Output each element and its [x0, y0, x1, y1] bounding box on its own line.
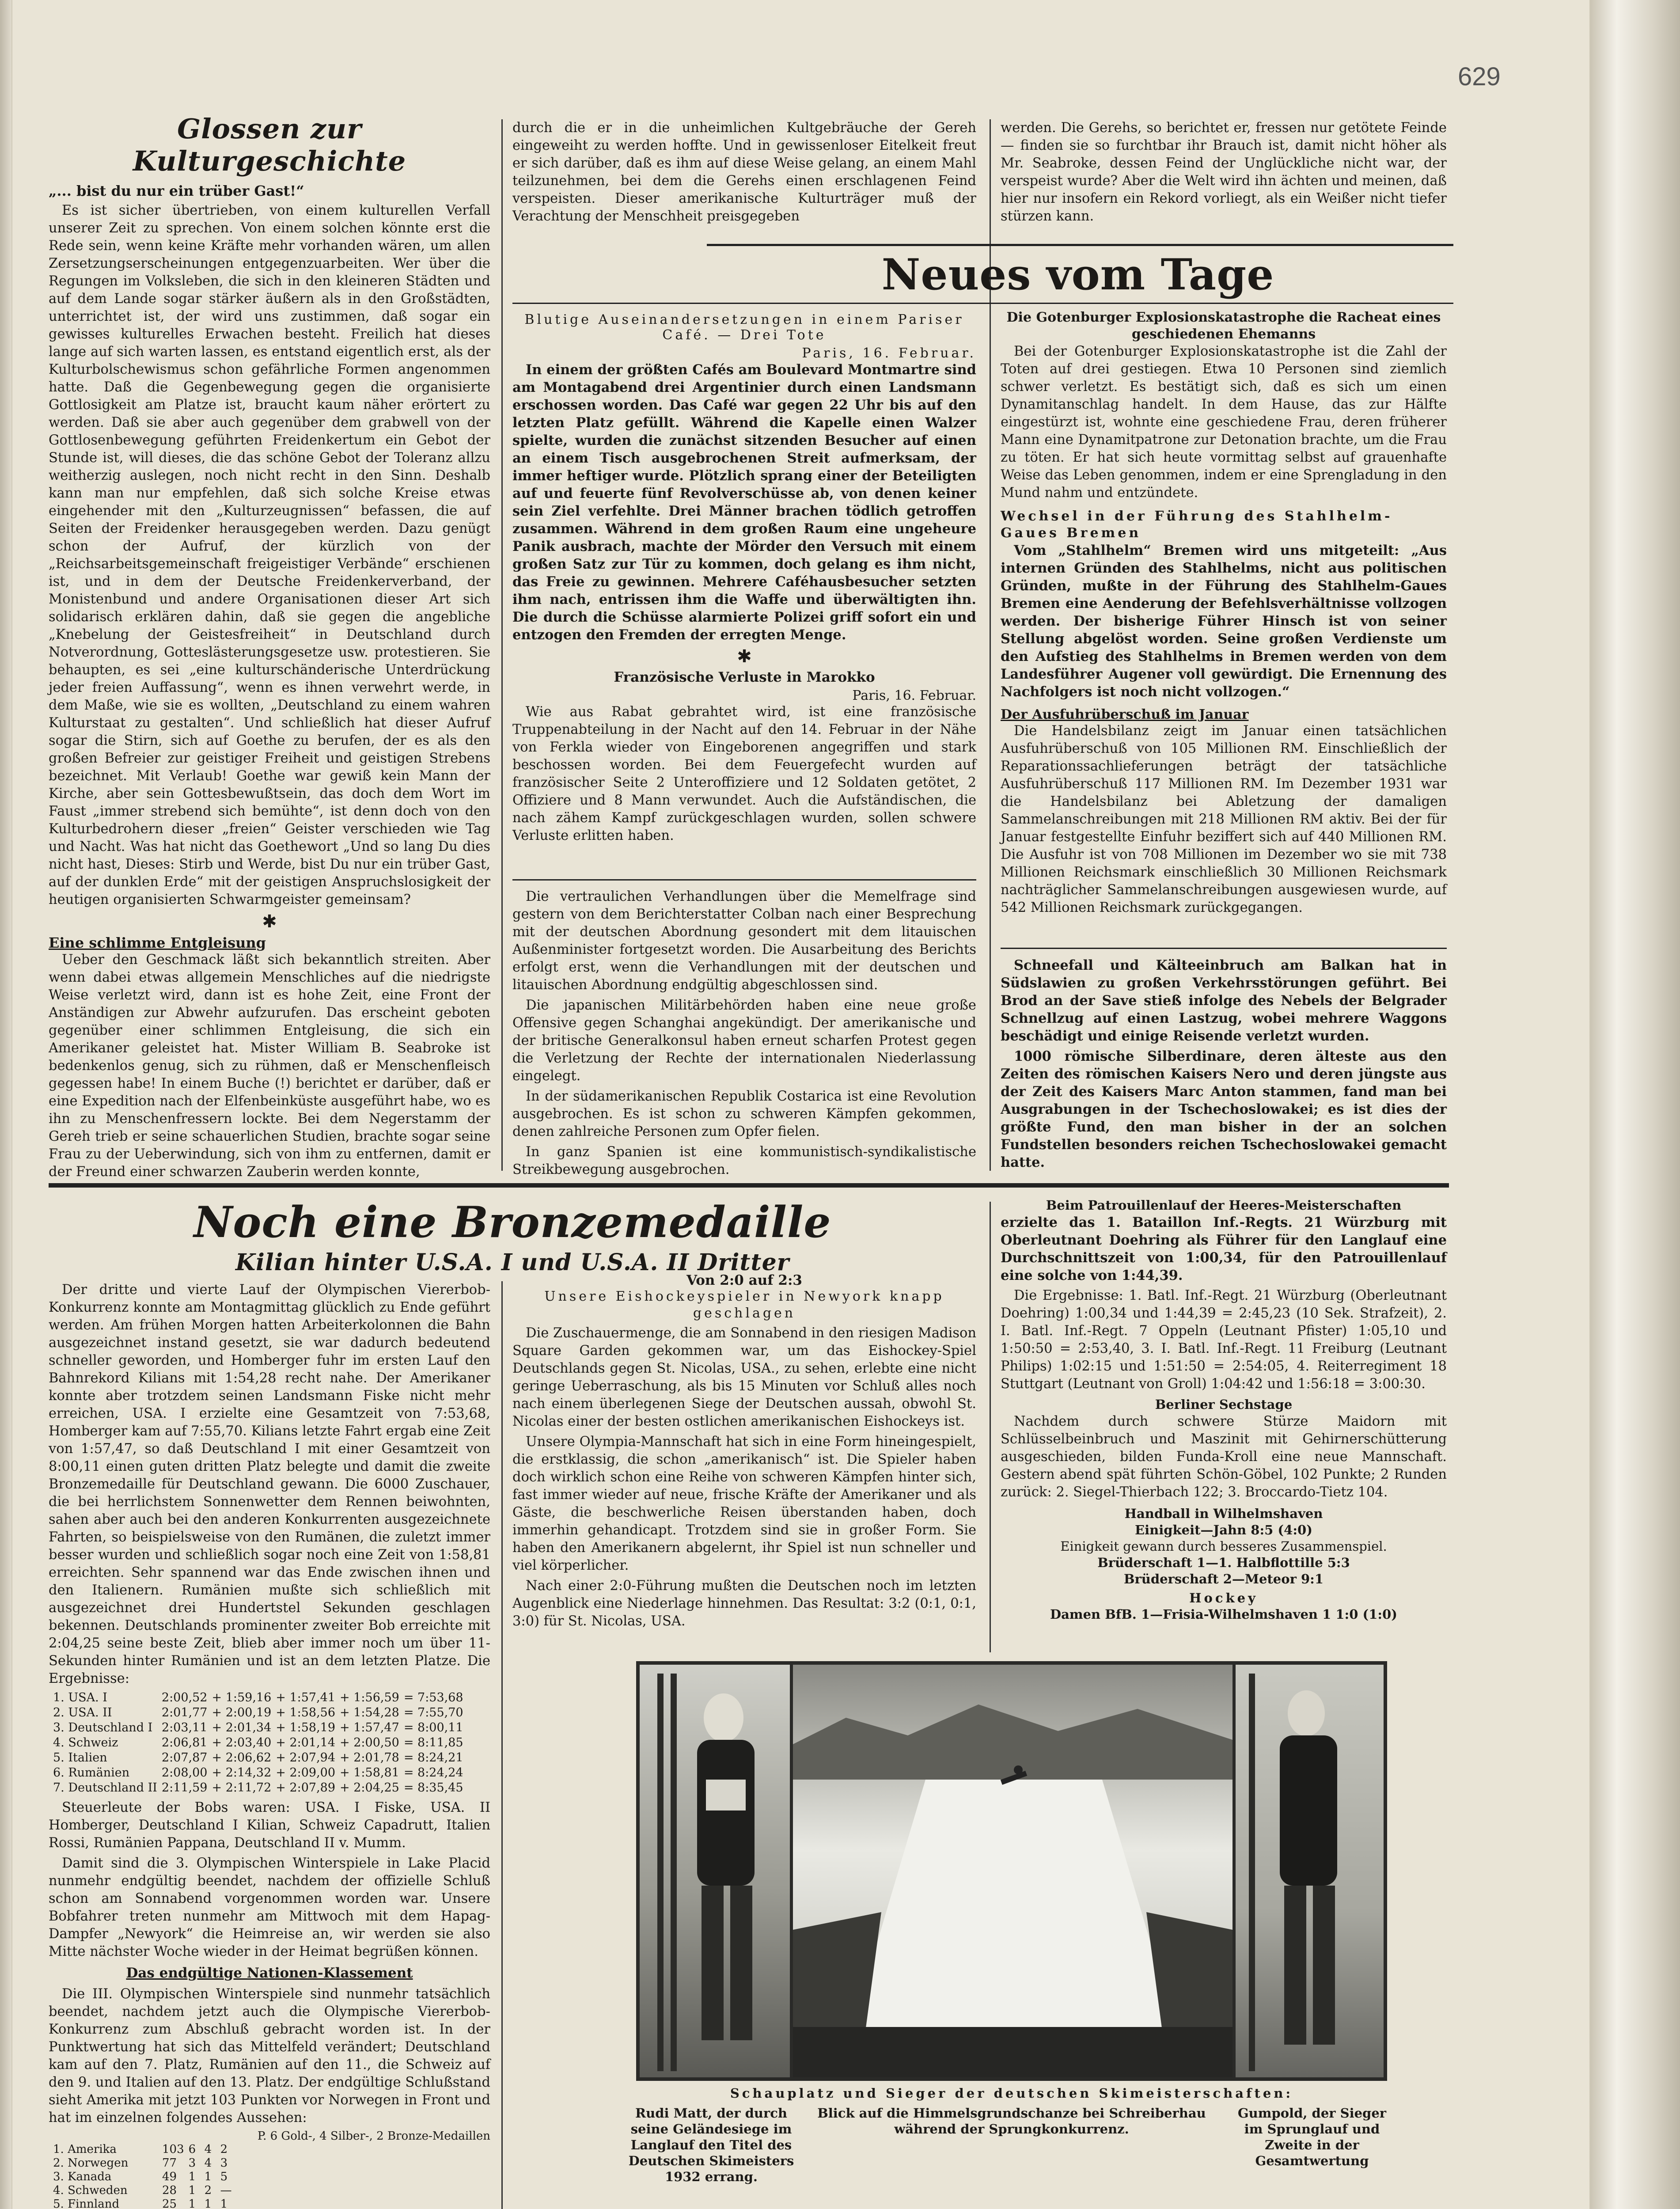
table-cell: + 1:59,16	[212, 1691, 272, 1704]
hockey-section-title: Hockey	[1189, 1590, 1258, 1606]
table-cell: + 2:07,94	[276, 1751, 336, 1765]
table-cell: 2	[220, 2143, 228, 2156]
nation-para: Die III. Olympischen Winterspiele sind nunmehr tatsächlich beendet, nachdem jetzt auch die Olympische Viererbob-Konkurrenz zum Abschluß gebracht worden ist. In der Punktwertung hat sich das Mittelfeld verändert; Deutschland kam auf den 7. Platz, Rumänien auf den 11., die Schweiz auf den 9. und Italien auf den 13. Platz. Der endgültige Schlußstand sieht Amerika mit jetzt 103 Punkten vor Norwegen in Front und hat im einzelnen folgendes Aussehen:	[49, 1986, 490, 2125]
nation-text	[49, 1985, 490, 2127]
hockey-para: Unsere Olympia-Mannschaft hat sich in eine Form hineingespielt, die erstklassig, die schon „amerikanisch“ ist. Die Spieler haben doch wirklich schon eine Reihe von schweren Kämpfen hinter sich, fast immer wieder auf neue, frische Kräfte der Amerikaner und als Gäste, die beschwerliche Reisen überstanden haben, doch immerhin gehandicapt. Trotzdem sind sie in großer Form. Sie haben den Amerikanern abgelernt, ihr Spiel ist nun schneller und viel körperlicher.	[512, 1434, 976, 1573]
table-cell: 25	[162, 2198, 177, 2209]
gotenburg-title: Die Gotenburger Explosionskatastrophe die Racheat eines geschiedenen Ehemanns	[1006, 310, 1441, 342]
balkan-news	[1001, 956, 1447, 1174]
table-cell: + 2:09,00	[276, 1766, 336, 1780]
bob-results-table	[53, 1690, 468, 1795]
page-number: 629	[1458, 62, 1501, 91]
table-cell: + 2:14,32	[212, 1766, 272, 1780]
ski-jump-scene	[793, 1665, 1233, 2077]
sport-headline-block	[49, 1197, 976, 1276]
bob-result-row	[53, 1705, 468, 1720]
marokko-story-text	[512, 703, 976, 845]
table-cell: 1	[204, 2198, 212, 2209]
patrol-title: Beim Patrouillenlauf der Heeres-Meisterschaften	[1046, 1198, 1402, 1213]
binding-edge-left	[0, 0, 12, 2209]
table-cell: + 2:00,50	[340, 1736, 399, 1750]
table-cell: 4. Schweden	[53, 2184, 128, 2197]
table-cell: 1	[204, 2170, 212, 2183]
photo-caption-main: Schauplatz und Sieger der deutschen Skimeisterschaften:	[730, 2086, 1293, 2101]
section-star: ✱	[737, 646, 752, 667]
table-cell: 103	[162, 2143, 184, 2156]
table-cell: 28	[162, 2184, 177, 2197]
table-cell: 2:00,52	[161, 1691, 208, 1704]
bob-article	[49, 1281, 490, 2209]
ausfuhr-text	[1001, 722, 1447, 917]
cafe-story-title: Blutige Auseinandersetzungen in einem Pariser Café. — Drei Tote	[524, 312, 964, 343]
headline-rule	[512, 303, 1453, 304]
patrol-text: erzielte das 1. Bataillon Inf.-Regts. 21 Würzburg mit Oberleutnant Doehring als Führer für den Langlauf eine Durchschnittszeit von 1:00,34, für den Patrouillenlauf eine solche von 1:44,39.	[1001, 1215, 1447, 1283]
marokko-story-title: Französische Verluste in Marokko	[614, 669, 875, 685]
table-cell: 2:08,00	[161, 1766, 208, 1780]
silberdinare-para: 1000 römische Silberdinare, deren älteste aus den Zeiten des römischen Kaisers Nero und deren jüngste aus der Zeit des Kaisers Marc Anton stammen, fand man bei Ausgrabungen in der Tschechoslowakei; es ist dies der größte Fund, den man bisher in der an solchen Fundstellen besonders reichen Tschechoslowakei gemacht hatte.	[1001, 1048, 1447, 1170]
skier-figure-right	[1236, 1665, 1384, 2077]
table-cell: 4	[204, 2143, 212, 2156]
table-cell: + 1:57,47	[340, 1721, 399, 1735]
section-star: ✱	[262, 911, 277, 932]
six-days-title: Berliner Sechstage	[1155, 1397, 1293, 1412]
table-cell: 2. USA. II	[53, 1706, 112, 1719]
stahlhelm-title: Wechsel in der Führung des Stahlhelm-Gaues Bremen	[1001, 509, 1393, 541]
column-divider	[501, 1281, 503, 2209]
glossen-article	[49, 202, 490, 909]
balkan-para: Schneefall und Kälteeinbruch am Balkan hat in Südslawien zu großen Verkehrsstörungen geführt. Bei Brod an der Save stieß infolge des Nebels der Belgrader Schnellzug auf einen Lastzug, wobei mehrere Waggons beschädigt und einige Reisende verletzt wurden.	[1001, 957, 1447, 1044]
photo-left-skier	[640, 1665, 790, 2077]
table-cell: + 2:01,34	[212, 1721, 272, 1735]
ski-championship-photo	[636, 1661, 1387, 2081]
headline-rule	[707, 244, 1453, 246]
column-3-continuation: werden. Die Gerehs, so berichtet er, fressen nur getötete Feinde — finden sie so furchtbar ihr Brauch ist, damit nicht höher als Mr. Seabroke, dessen Feind der Unglückliche nicht war, der verspeist wurde? Aber die Welt wird ihn ächten und meinen, daß hier nur insofern ein Rekord vorliegt, als ein Weißer nicht tiefer stürzen kann.	[1001, 120, 1447, 224]
skier-figure-left	[640, 1665, 790, 2077]
section-divider	[49, 1183, 1449, 1188]
entgleisung-para: Ueber den Geschmack läßt sich bekanntlich streiten. Aber wenn dabei etwas allgemein Menschliches auf die niedrigste Weise verletzt wird, dann ist es hohe Zeit, eine Front der Anständigen zur Abwehr aufzurufen. Das erscheint geboten gegenüber einer schlimmen Entgleisung, die sich ein Amerikaner geleistet hat. Mister William B. Seabroke ist bedenkenlos genug, sich zu rühmen, daß er Menschenfleisch gegessen habe! In einem Buche (!) berichtet er darüber, daß er eine Expedition nach der Elfenbeinküste ausgeführt habe, wo es ihn zu Menschenfressern lockte. Bei dem Negerstamm der Gereh trieb er seine schauerlichen Studien, brachte sogar seine Frau zu der Ueberwindung, sich von ihm zu entfernen, damit er der Freund einer schwarzen Zauberin werden konnte,	[49, 952, 490, 1180]
hockey-para: Die Zuschauermenge, die am Sonnabend in den riesigen Madison Square Garden gekommen war, um das Eishockey-Spiel Deutschlands gegen St. Nicolas, USA., zu sehen, erlebte eine nicht geringe Ueberraschung, als bis 15 Minuten vor Schluß alles noch nach einem überlegenen Siege der Deutschen aussah, obwohl St. Nicolas einer der besten ostlichen amerikanischen Eishockeys ist.	[512, 1325, 976, 1429]
table-cell: 5	[220, 2170, 228, 2183]
bob-result-row	[53, 1720, 468, 1735]
hockey-para: Nach einer 2:0-Führung mußten die Deutschen noch im letzten Augenblick eine Niederlage hinnehmen. Das Resultat: 3:2 (0:1, 0:1, 3:0) für St. Nicolas, USA.	[512, 1578, 976, 1629]
nation-row	[53, 2184, 236, 2198]
table-cell: 3. Deutschland I	[53, 1721, 153, 1735]
table-cell: 1. Amerika	[53, 2143, 117, 2156]
handball-title: Handball in Wilhelmshaven	[1124, 1506, 1323, 1521]
news-rule	[1001, 948, 1447, 949]
cafe-story-dateline: Paris, 16. Februar.	[802, 345, 976, 361]
patrol-results	[1001, 1287, 1447, 1393]
table-cell: 2. Norwegen	[53, 2156, 129, 2170]
bob-result-row	[53, 1780, 468, 1795]
memel-news: Die vertraulichen Verhandlungen über die Memelfrage sind gestern von dem Berichterstatter Colban nach einer Besprechung mit der deutschen Abordnung gesondert mit dem litauischen Außenminister fortgesetzt worden. Die Ausarbeitung des Berichts erfolgt erst, wenn die Verhandlungen mit der deutschen und litauischen Abordnung endgültig abgeschlossen sind.	[512, 889, 976, 993]
steuerleute-para: Steuerleute der Bobs waren: USA. I Fiske, USA. II Homberger, Deutschland I Kilian, Schweiz Capadrutt, Italien Rossi, Rumänien Pappana, Deutschland II v. Mumm.	[49, 1800, 490, 1851]
table-cell: 2:11,59	[161, 1781, 208, 1795]
table-cell: = 8:00,11	[403, 1721, 463, 1735]
table-cell: = 8:24,21	[403, 1751, 463, 1765]
japan-news: Die japanischen Militärbehörden haben eine neue große Offensive gegen Schanghai angekündigt. Der amerikanische und der britische Generalkonsul haben erneut scharfen Protest gegen die Verletzung der Rechte der internationalen Niederlassung eingelegt.	[512, 998, 976, 1084]
bob-result-row	[53, 1750, 468, 1765]
hockey-dateline: Von 2:0 auf 2:3	[686, 1272, 802, 1288]
table-cell: + 1:56,59	[340, 1691, 399, 1704]
bronze-headline: Noch eine Bronzemedaille	[193, 1197, 831, 1247]
table-cell: + 2:07,89	[276, 1781, 336, 1795]
table-cell: 6	[188, 2143, 196, 2156]
table-cell: + 2:01,78	[340, 1751, 399, 1765]
news-rule	[512, 879, 976, 881]
table-cell: 7. Deutschland II	[53, 1781, 157, 1795]
six-days-text	[1001, 1413, 1447, 1501]
entgleisung-subhead: Eine schlimme Entgleisung	[49, 934, 266, 951]
table-cell: 6. Rumänien	[53, 1766, 130, 1780]
photo-caption-center: Blick auf die Himmelsgrundschanze bei Schreiberhau während der Sprungkonkurrenz.	[817, 2106, 1206, 2137]
column-divider	[990, 1202, 991, 1652]
table-cell: 49	[162, 2170, 177, 2183]
table-cell: + 1:58,81	[340, 1766, 399, 1780]
table-cell: = 7:53,68	[403, 1691, 463, 1704]
table-cell: 3. Kanada	[53, 2170, 112, 2183]
table-cell: + 2:04,25	[340, 1781, 399, 1795]
bob-result-row	[53, 1735, 468, 1750]
bronze-subhead: Kilian hinter U.S.A. I und U.S.A. II Dritter	[235, 1249, 790, 1276]
stahlhelm-text	[1001, 542, 1447, 701]
table-cell: 5. Finnland	[53, 2198, 120, 2209]
gotenburg-para: Bei der Gotenburger Explosionskatastrophe ist die Zahl der Toten auf drei gestiegen. Etwa 10 Personen sind ziemlich schwer verletzt. Es bestätigt sich, daß es sich um einen Dynamitanschlag handelt. In dem Hause, das zur Hälfte eingestürzt ist, wohnte eine geschiedene Frau, deren früherer Mann eine Dynamitpatrone zur Detonation brachte, um die Frau zu töten. Er hat sich heute vormittag selbst auf grauenhafte Weise das Leben genommen, indem er eine Sprengladung in den Mund nahm und entzündete.	[1001, 344, 1447, 501]
news-column	[512, 309, 976, 847]
handball-line: Brüderschaft 1—1. Halbflottille 5:3	[1097, 1555, 1350, 1570]
nation-row	[53, 2156, 236, 2170]
hockey-article	[512, 1272, 976, 1633]
glossen-para: Es ist sicher übertrieben, von einem kulturellen Verfall unserer Zeit zu sprechen. Von einem solchen könnte erst die Rede sein, wenn keine Kräfte mehr vorhanden wären, um allen Zersetzungserscheinungen entgegenzuarbeiten. Wer über die Regungen im Volksleben, die sich in den kleineren Städten und auf dem Lande sogar stärker äußern als in den Großstädten, unterrichtet ist, der wird uns zustimmen, daß sogar ein gewisses kulturelles Erwachen besteht. Freilich hat dieses lange auf sich warten lassen, es entstand eigentlich erst, als der Kulturbolschewismus schon gefährliche Formen angenommen hatte. Daß die Gegenbewegung gegen die organisierte Gottlosigkeit am Platze ist, braucht kaum näher erörtert zu werden. Daß sie aber auch gegenüber dem grabwell von der Gottlosenbewegung geführten Freidenkertum ein Gebot der Stunde ist, will dieses, die das schöne Gebot der Toleranz allzu weitherzig auslegen, noch nicht recht in den Sinn. Deshalb kann man nur empfehlen, daß sich solche Kreise etwas eingehender mit den „Kulturzeugnissen“ befassen, die auf Seiten der Freidenker herausgegeben werden. Dazu genügt schon der Aufruf, der kürzlich von der „Reichsarbeitsgemeinschaft freigeistiger Verbände“ erschienen ist, und in dem der Deutsche Freidenkerverband, der Monistenbund und andere Organisationen dieser Art sich solidarisch erklären dahin, daß sie gegen die angebliche „Knebelung der Geistesfreiheit“ in Deutschland durch Notverordnung, Gotteslästerungsgesetze usw. protestieren. Sie behaupten, es sei „eine kulturschänderische Unterdrückung jeder freien Auffassung“, wenn es ihnen verwehrt werde, in dem Maße, wie sie es wollten, „Deutschland zu einem wahren Kulturstaat zu gestalten“. Und schließlich hat dieser Aufruf sogar die Stirn, sich auf Goethe zu berufen, der es als den großen Befreier zur geistiger Freiheit und geistigen Strebens bezeichnet. Mit Verlaub! Goethe war gewiß kein Mann der Kirche, aber sein Gottesbewußtsein, das doch dem Wort im Faust „immer strebend sich bemühte“, ist denn doch von den Kulturbedrohern dieser „freien“ Geister verschieden wie Tag und Nacht. Was hat nicht das Goethewort „Und so lang Du dies nicht hast, Dieses: Stirb und Werde, bist Du nur ein trüber Gast, auf der dunklen Erde“ mit der geistigen Anspruchslosigkeit der heutigen organisierten Schwarmgeister gemeinsam?	[49, 203, 490, 907]
table-cell: = 8:11,85	[403, 1736, 463, 1750]
table-cell: 77	[162, 2156, 177, 2170]
bob-text	[49, 1281, 490, 1688]
column-2-continuation: durch die er in die unheimlichen Kultgebräuche der Gereh eingeweiht zu werden hoffte. Und in gewissenloser Eitelkeit freut er sich darüber, daß es ihm auf diese Weise gelang, an einem Mahl teilzunehmen, bei dem die Gerehs einen erschlagenen Feind verspeisten. Dieser amerikanische Kulturträger muß der Verachtung der Menschheit preisgegeben	[512, 120, 976, 224]
table-cell: 2:07,87	[161, 1751, 208, 1765]
marokko-story-para: Wie aus Rabat gebrahtet wird, ist eine französische Truppenabteilung in der Nacht auf den 14. Februar in der Nähe von Ferkla wieder von Eingeborenen angegriffen und stark beschossen worden. Bei dem Feuergefecht wurden auf französischer Seite 2 Unteroffiziere und 12 Soldaten getötet, 2 Offiziere und 8 Mann verwundet. Auch die Aufständischen, die nach zähem Kampf zurückgeschlagen wurden, sollen schwere Verluste erlitten haben.	[512, 704, 976, 843]
photo-center-ski-jump	[793, 1665, 1233, 2077]
table-cell: 1	[188, 2170, 196, 2183]
bob-result-row	[53, 1765, 468, 1780]
table-cell: = 7:55,70	[403, 1706, 463, 1719]
ausfuhr-para: Die Handelsbilanz zeigt im Januar einen tatsächlichen Ausfuhrüberschuß von 105 Millionen RM. Einschließlich der Reparationssachlieferungen beträgt der tatsächliche Ausfuhrüberschuß 117 Millionen RM. Im Dezember 1931 war die Handelsbilanz bei Abletzung der damaligen Sammelanschreibungen mit 218 Millionen RM aktiv. Bei der für Januar festgestellte Einfuhr beziffert sich auf 440 Millionen RM. Die Ausfuhr ist von 708 Millionen im Dezember wo sie mit 738 Millionen Reichsmark einschließlich 30 Millionen Reichsmark nachträglicher Sammelanschreibungen ausgewiesen wurde, auf 542 Millionen Reichsmark zurückgegangen.	[1001, 723, 1447, 915]
table-cell: 1	[220, 2198, 228, 2209]
cafe-story-text	[512, 361, 976, 644]
marokko-story-dateline: Paris, 16. Februar.	[852, 688, 976, 703]
table-cell: 5. Italien	[53, 1751, 107, 1765]
sport-right-column	[1001, 1197, 1447, 1623]
table-cell: 1	[188, 2184, 196, 2197]
table-cell: + 2:01,14	[276, 1736, 336, 1750]
table-cell: 2:06,81	[161, 1736, 208, 1750]
ausfuhr-title: Der Ausfuhrüberschuß im Januar	[1001, 707, 1249, 722]
hockey-title: Unsere Eishockeyspieler in Newyork knapp geschlagen	[544, 1289, 944, 1321]
lake-placid-para: Damit sind die 3. Olympischen Winterspiele in Lake Placid nunmehr endgültig beendet, nachdem der offizielle Schluß schon am Sonnabend vorgenommen worden war. Unsere Bobfahrer treten nunmehr am Mittwoch mit dem Hapag-Dampfer „Newyork“ die Heimreise an, wir werden sie also Mitte nächster Woche wieder in der Heimat begrüßen können.	[49, 1856, 490, 1959]
glossen-headline: Glossen zur Kulturgeschichte	[133, 113, 406, 177]
table-cell: 1. USA. I	[53, 1691, 107, 1704]
table-cell: + 1:58,19	[276, 1721, 336, 1735]
nation-row	[53, 2170, 236, 2184]
bob-para: Der dritte und vierte Lauf der Olympischen Viererbob-Konkurrenz konnte am Montagmittag glücklich zu Ende geführt werden. Am frühen Morgen hatten Arbeiterkolonnen die Bahn ausgezeichnet instand gesetzt, sie war dadurch bedeutend schneller geworden, und Homberger fuhr im ersten Lauf den Bahnrekord Kilians mit 1:54,28 recht nahe. Der Amerikaner konnte aber trotzdem seinen Landsmann Fiske nicht mehr erreichen, USA. I erzielte eine Gesamtzeit von 7:53,68, Homberger kam auf 7:55,70. Kilians letzte Fahrt ergab eine Zeit von 1:57,47, so daß Deutschland I mit einer Gesamtzeit von 8:00,11 einen guten dritten Platz belegte und damit die zweite Bronzemedaille für Deutschland gewann. Die 6000 Zuschauer, die bei herrlichstem Sonnenwetter dem Rennen beiwohnten, sahen aber auch bei den anderen Konkurrenten ausgezeichnete Fahrten, so beispielsweise von den Rumänen, die zuletzt immer besser wurden und schließlich sogar noch eine Zeit von 1:58,81 erreichten. Sehr spannend war das Ende zwischen ihnen und den Italienern. Rumänien mußte sich schließlich mit ausgezeichnet drei Hundertstel Sekunden geschlagen bekennen. Deutschlands prominenter zweiter Bob erreichte mit 2:04,25 seine beste Zeit, blieb aber immer noch um über 11-Sekunden hinter Rumänien und ist an dem letzten Platze. Die Ergebnisse:	[49, 1282, 490, 1686]
column-1	[49, 113, 490, 1184]
table-cell: + 1:57,41	[276, 1691, 336, 1704]
short-news	[512, 888, 976, 1181]
table-cell: + 2:03,40	[212, 1736, 272, 1750]
spanien-news: In ganz Spanien ist eine kommunistisch-syndikalistische Streikbewegung ausgebrochen.	[512, 1144, 976, 1177]
table-cell: 2:03,11	[161, 1721, 208, 1735]
table-cell: 2	[204, 2184, 212, 2197]
column-divider	[501, 119, 503, 1171]
photo-right-skier	[1236, 1665, 1384, 2077]
handball-line: Einigkeit—Jahn 8:5 (4:0)	[1135, 1522, 1312, 1537]
table-cell: + 2:11,72	[212, 1781, 272, 1795]
nation-table-header: P. 6 Gold-, 4 Silber-, 2 Bronze-Medaillen	[257, 2129, 490, 2143]
table-cell: + 1:58,56	[276, 1706, 336, 1719]
table-cell: —	[220, 2184, 232, 2197]
nation-row	[53, 2198, 236, 2209]
table-cell: 3	[220, 2156, 228, 2170]
table-cell: + 2:06,62	[212, 1751, 272, 1765]
six-days-para: Nachdem durch schwere Stürze Maidorn mit Schlüsselbeinbruch und Maszinit mit Gehirnerschütterung ausgeschieden, bilden Funda-Kroll eine neue Mannschaft. Gestern abend spät führten Schön-Göbel, 102 Punkte; 2 Runden zurück: 2. Siegel-Thierbach 122; 3. Broccardo-Tietz 104.	[1001, 1414, 1447, 1500]
photo-caption-right: Gumpold, der Sieger im Sprunglauf und Zweite in der Gesamtwertung	[1237, 2106, 1387, 2168]
bob-text-2	[49, 1799, 490, 1961]
nation-table	[53, 2143, 236, 2209]
patrol-results-para: Die Ergebnisse: 1. Batl. Inf.-Regt. 21 Würzburg (Oberleutnant Doehring) 1:00,34 und 1:44,39 = 2:45,23 (10 Sek. Strafzeit), 2. I. Batl. Inf.-Regt. 7 Oppeln (Leutnant Pfister) 1:05,10 und 1:50:50 = 2:53,40, 3. I. Batl. Inf.-Regt. 11 Freiburg (Leutnant Philips) 1:02:15 und 1:51:50 = 2:54:05, 4. Reiterregiment 18 Stuttgart (Leutnant von Groll) 1:04:42 und 1:56:18 = 3:00:30.	[1001, 1288, 1447, 1392]
news-column-right	[1001, 309, 1447, 919]
table-cell: = 8:24,24	[403, 1766, 463, 1780]
handball-line: Brüderschaft 2—Meteor 9:1	[1123, 1571, 1324, 1587]
hockey-text	[512, 1325, 976, 1630]
neues-vom-tage-headline: Neues vom Tage	[881, 250, 1274, 300]
hockey-result-line: Damen BfB. 1—Frisia-Wilhelmshaven 1 1:0 (1:0)	[1050, 1607, 1398, 1622]
handball-line: Einigkeit gewann durch besseres Zusammenspiel.	[1060, 1539, 1387, 1554]
table-cell: 3	[188, 2156, 196, 2170]
stahlhelm-para: Vom „Stahlhelm“ Bremen wird uns mitgeteilt: „Aus internen Gründen des Stahlhelms, nicht aus politischen Gründen, mußte in der Führung des Stahlhelm-Gaues Bremen eine Aenderung der Befehlsverhältnisse vollzogen werden. Der bisherige Führer Hinsch ist von seiner Stellung abgelöst worden. Seine großen Verdienste um den Aufstieg des Stahlhelms in Bremen werden von dem Landesführer Augener voll gewürdigt. Die Ernennung des Nachfolgers ist noch nicht vollzogen.“	[1001, 543, 1447, 700]
costarica-news: In der südamerikanischen Republik Costarica ist eine Revolution ausgebrochen. Es ist schon zu schweren Kämpfen gekommen, denen zahlreiche Personen zum Opfer fielen.	[512, 1089, 976, 1139]
page-edge-right	[1589, 0, 1680, 2209]
table-cell: 2:01,77	[161, 1706, 208, 1719]
table-cell: 1	[188, 2198, 196, 2209]
photo-caption-left: Rudi Matt, der durch seine Geländesiege im Langlauf den Titel des Deutschen Skimeisters 1932 errang.	[628, 2106, 794, 2184]
cafe-story-para: In einem der größten Cafés am Boulevard Montmartre sind am Montagabend drei Argentinier durch einen Landsmann erschossen worden. Das Café war gegen 22 Uhr bis auf den letzten Platz gefüllt. Während die Kapelle einen Walzer spielte, wurden die zunächst sitzenden Besucher auf einen an einem Tisch ausgebrochenen Streit aufmerksam, der immer heftiger wurde. Plötzlich sprang einer der Beteiligten auf und feuerte fünf Revolverschüsse ab, von denen keiner sein Ziel verfehlte. Drei Männer brachen tödlich getroffen zusammen. Während in dem großen Raum eine ungeheure Panik ausbrach, machte der Mörder den Versuch mit einem großen Satz zur Tür zu kommen, doch gelang es ihm nicht, das Freie zu gewinnen. Mehrere Caféhausbesucher setzten ihm nach, entrissen ihm die Waffe und überwältigten ihn. Die durch die Schüsse alarmierte Polizei griff sofort ein und entzogen den Fremden der erregten Menge.	[512, 362, 976, 643]
entgleisung-article	[49, 951, 490, 1181]
table-cell: 4	[204, 2156, 212, 2170]
gotenburg-text	[1001, 343, 1447, 502]
table-cell: = 8:35,45	[403, 1781, 463, 1795]
nation-row	[53, 2143, 236, 2156]
table-cell: + 1:54,28	[340, 1706, 399, 1719]
glossen-lead: „... bist du nur ein trüber Gast!“	[49, 182, 304, 199]
bob-result-row	[53, 1690, 468, 1705]
nation-classement-title: Das endgültige Nationen-Klassement	[126, 1965, 413, 1981]
table-cell: 4. Schweiz	[53, 1736, 118, 1750]
table-cell: + 2:00,19	[212, 1706, 272, 1719]
